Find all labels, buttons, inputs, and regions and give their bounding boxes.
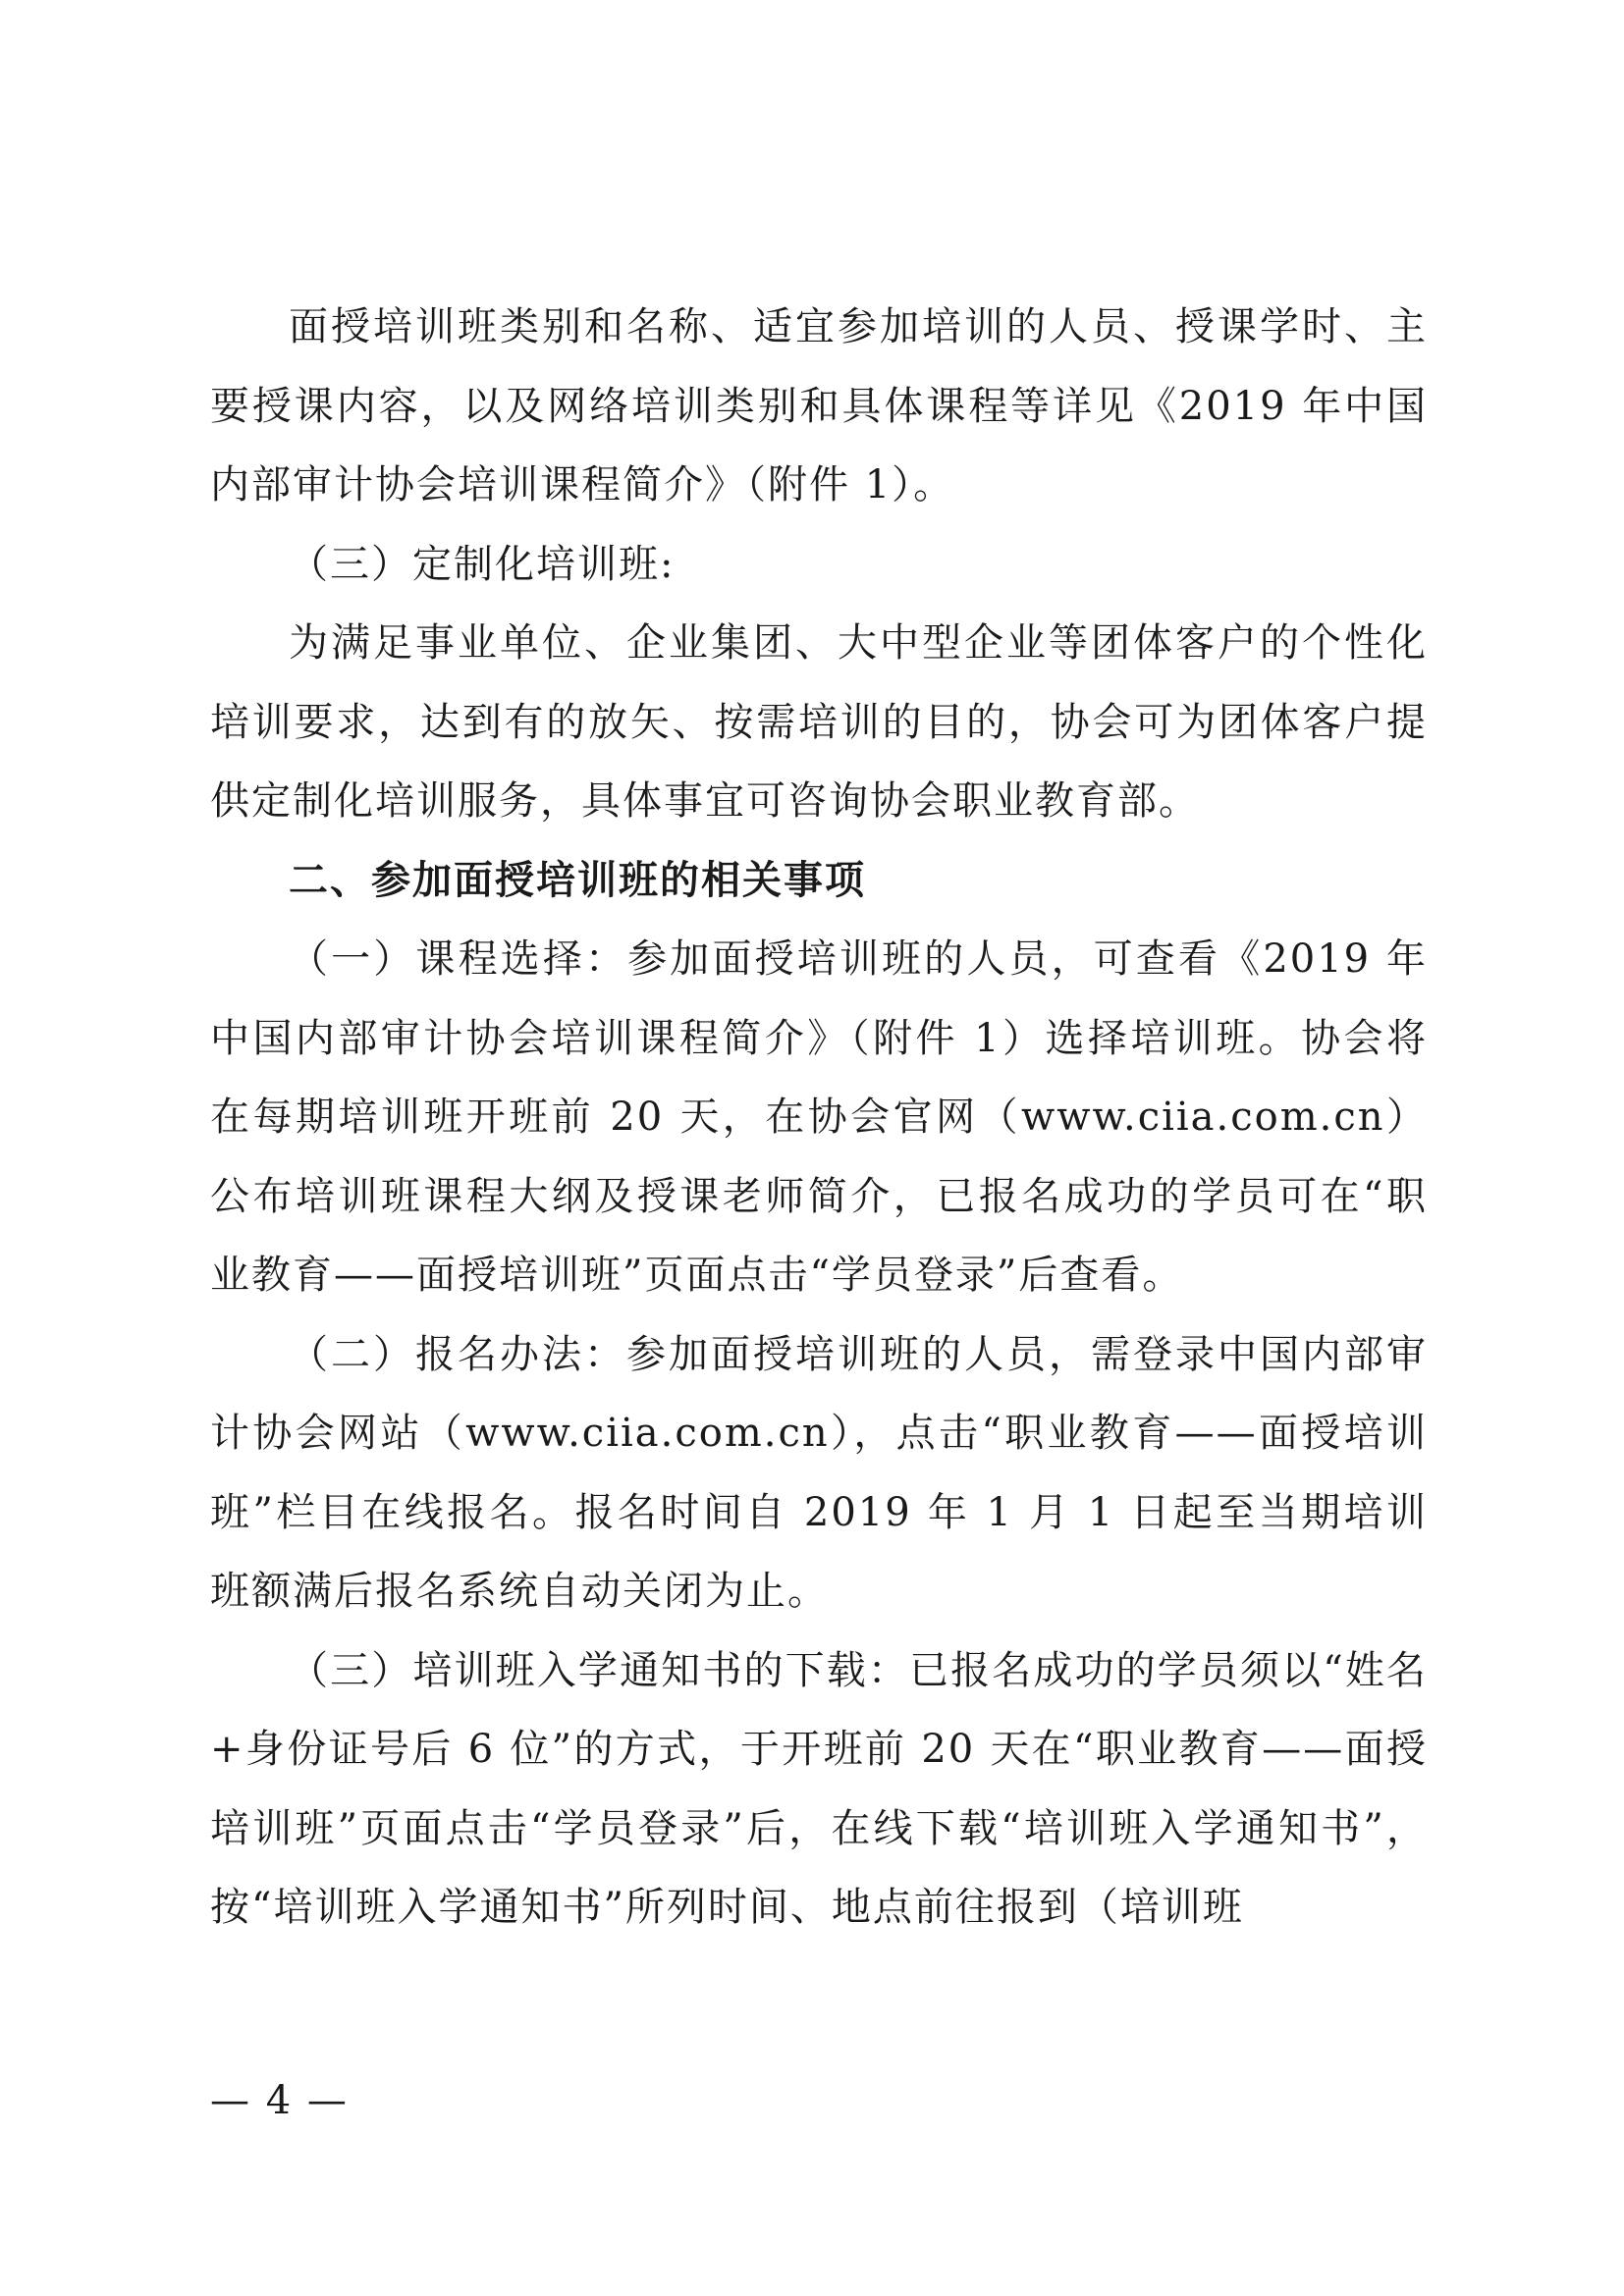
document-body <box>210 288 1428 1948</box>
paragraph-course-details: 面授培训班类别和名称、适宜参加培训的人员、授课学时、主要授课内容，以及网络培训类别和具体课程等详见《2019 年中国内部审计协会培训课程简介》（附件 1）。 <box>210 304 1428 507</box>
paragraph-registration: （二）报名办法：参加面授培训班的人员，需登录中国内部审计协会网站（www.ciia.com.cn），点击“职业教育——面授培训班”栏目在线报名。报名时间自 2019 年 1 月 1 日起至当期培训班额满后报名系统自动关闭为止。 <box>210 1331 1428 1614</box>
paragraph-course-selection: （一）课程选择：参加面授培训班的人员，可查看《2019 年中国内部审计协会培训课程简介》（附件 1）选择培训班。协会将在每期培训班开班前 20 天，在协会官网（www.ciia.com.cn）公布培训班课程大纲及授课老师简介，已报名成功的学员可在“职业教育——面授培训班”页面点击“学员登录”后查看。 <box>210 936 1428 1298</box>
page-number: — 4 — <box>210 2078 349 2123</box>
subheading-customized-training: （三）定制化培训班: <box>289 541 676 587</box>
paragraph-admission-notice: （三）培训班入学通知书的下载：已报名成功的学员须以“姓名+身份证号后 6 位”的方式，于开班前 20 天在“职业教育——面授培训班”页面点击“学员登录”后，在线下载“培训班入学通知书”，按“培训班入学通知书”所列时间、地点前往报到（培训班 <box>210 1647 1428 1930</box>
paragraph-customized-training: 为满足事业单位、企业集团、大中型企业等团体客户的个性化培训要求，达到有的放矢、按需培训的目的，协会可为团体客户提供定制化培训服务，具体事宜可咨询协会职业教育部。 <box>210 620 1428 824</box>
section-heading-2: 二、参加面授培训班的相关事项 <box>289 857 866 903</box>
